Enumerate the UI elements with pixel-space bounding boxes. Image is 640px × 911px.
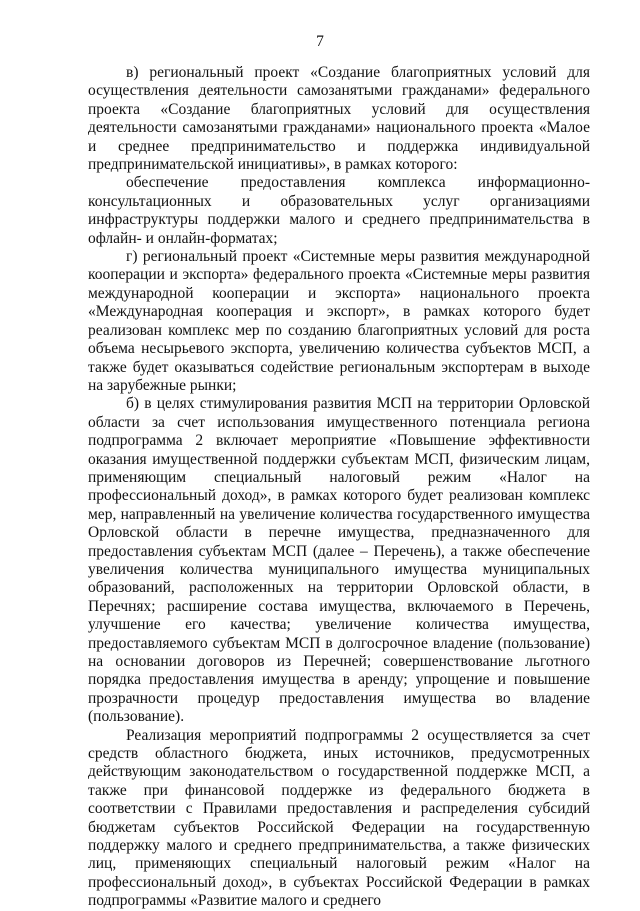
paragraph-regional-project-self-employed: в) региональный проект «Создание благоприятных условий для осуществления деятельности самозанятыми гражданами» федерального проекта «Создание благоприятных условий для осуществления деятельности самозанятыми гражданами» национального проекта «Малое и среднее предпринимательство и поддержка индивидуальной предпринимательской инициативы», в рамках которого: bbox=[88, 64, 590, 174]
paragraph-consulting-services: обеспечение предоставления комплекса информационно-консультационных и образовательных услуг организациями инфраструктуры поддержки малого и среднего предпринимательства в офлайн- и онлайн-форматах; bbox=[88, 174, 590, 247]
paragraph-export-cooperation: г) региональный проект «Системные меры развития международной кооперации и экспорта» федерального проекта «Системные меры развития международной кооперации и экспорта» национального проекта «Международная кооперация и экспорт», в рамках которого будет реализован комплекс мер по созданию благоприятных условий для роста объема несырьевого экспорта, увеличению количества субъектов МСП, а также будет оказываться содействие региональным экспортерам в выходе на зарубежные рынки; bbox=[88, 248, 590, 394]
document-body bbox=[88, 64, 590, 911]
paragraph-financing: Реализация мероприятий подпрограммы 2 осуществляется за счет средств областного бюджета, иных источников, предусмотренных действующим законодательством о государственной поддержке МСП, а также при финансовой поддержке из федерального бюджета в соответствии с Правилами предоставления и распределения субсидий бюджетам субъектов Российской Федерации на государственную поддержку малого и среднего предпринимательства, а также физических лиц, применяющих специальный налоговый режим «Налог на профессиональный доход», в субъектах Российской Федерации в рамках подпрограммы «Развитие малого и среднего bbox=[88, 726, 590, 910]
page-number: 7 bbox=[316, 33, 324, 50]
paragraph-property-support: б) в целях стимулирования развития МСП на территории Орловской области за счет использования имущественного потенциала региона подпрограмма 2 включает мероприятие «Повышение эффективности оказания имущественной поддержки субъектам МСП, физическим лицам, применяющим специальный налоговый режим «Налог на профессиональный доход», в рамках которого будет реализован комплекс мер, направленный на увеличение количества государственного имущества Орловской области в перечне имущества, предназначенного для предоставления субъектам МСП (далее – Перечень), а также обеспечение увеличения количества муниципального имущества муниципальных образований, расположенных на территории Орловской области, в Перечнях; расширение состава имущества, включаемого в Перечень, улучшение его качества; увеличение количества имущества, предоставляемого субъектам МСП в долгосрочное владение (пользование) на основании договоров из Перечней; совершенствование льготного порядка предоставления имущества в аренду; упрощение и повышение прозрачности процедур предоставления имущества во владение (пользование). bbox=[88, 395, 590, 726]
